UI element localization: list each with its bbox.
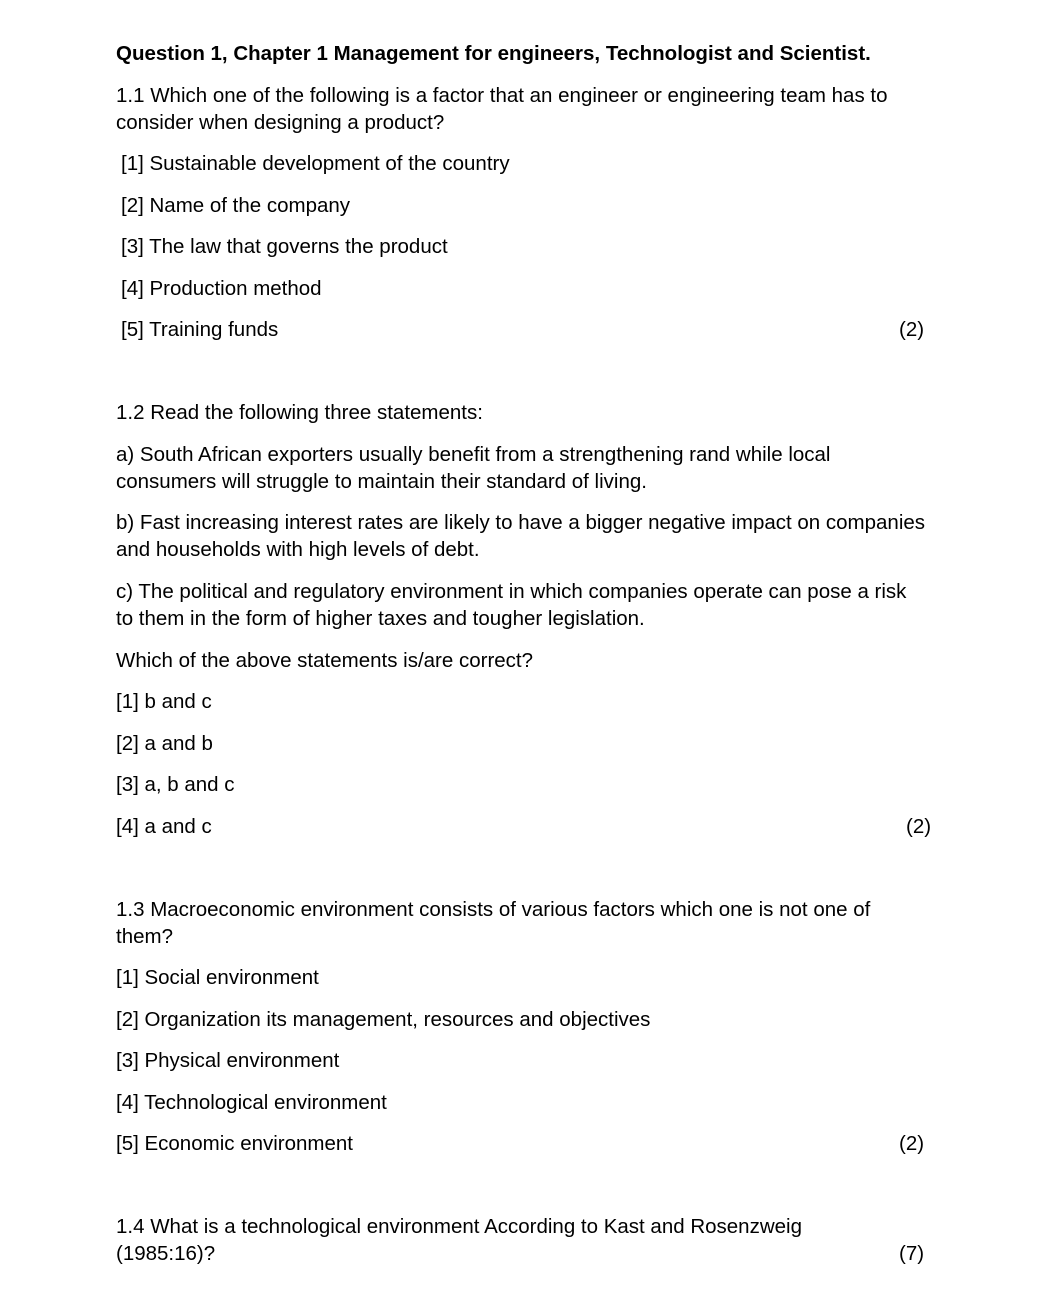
- question-1-1-option: [3] The law that governs the product: [121, 235, 448, 258]
- question-1-2-option: [2] a and b: [116, 732, 213, 755]
- question-1-1-option: [1] Sustainable development of the country: [121, 152, 510, 175]
- question-1-2-marks: (2): [906, 815, 932, 838]
- question-1-3-marks: (2): [899, 1132, 925, 1155]
- question-1-1-option: [5] Training funds: [121, 318, 279, 341]
- question-1-3-text: 1.3 Macroeconomic environment consists of various factors which one is not one of them?: [116, 898, 871, 948]
- question-1-3-option: [4] Technological environment: [116, 1091, 387, 1114]
- question-1-2-statement-b: b) Fast increasing interest rates are likely to have a bigger negative impact on companies and households with high levels of debt.: [116, 511, 926, 561]
- question-1-4-text: 1.4 What is a technological environment According to Kast and Rosenzweig (1985:16)?: [116, 1215, 802, 1265]
- question-1-2-option: [1] b and c: [116, 690, 212, 713]
- question-1-3-option: [1] Social environment: [116, 966, 319, 989]
- question-1-2-statement-c: c) The political and regulatory environment in which companies operate can pose a risk to them in the form of higher taxes and tougher legislation.: [116, 580, 907, 630]
- question-1-3-option: [5] Economic environment: [116, 1132, 354, 1155]
- question-1-2-statement-a: a) South African exporters usually benefit from a strengthening rand while local consumers will struggle to maintain their standard of living.: [116, 443, 831, 493]
- page-title: Question 1, Chapter 1 Management for engineers, Technologist and Scientist.: [116, 42, 871, 65]
- question-1-1-marks: (2): [899, 318, 925, 341]
- question-1-1-option: [2] Name of the company: [121, 194, 351, 217]
- question-1-2-prompt: Which of the above statements is/are correct?: [116, 649, 534, 672]
- question-1-2-option: [4] a and c: [116, 815, 212, 838]
- question-1-3-option: [2] Organization its management, resources and objectives: [116, 1008, 651, 1031]
- question-1-1-text: 1.1 Which one of the following is a factor that an engineer or engineering team has to consider when designing a product?: [116, 84, 888, 134]
- question-1-4-marks: (7): [899, 1242, 925, 1265]
- question-1-3-option: [3] Physical environment: [116, 1049, 340, 1072]
- question-1-1-option: [4] Production method: [121, 277, 322, 300]
- question-1-2-option: [3] a, b and c: [116, 773, 235, 796]
- question-1-2-text: 1.2 Read the following three statements:: [116, 401, 483, 424]
